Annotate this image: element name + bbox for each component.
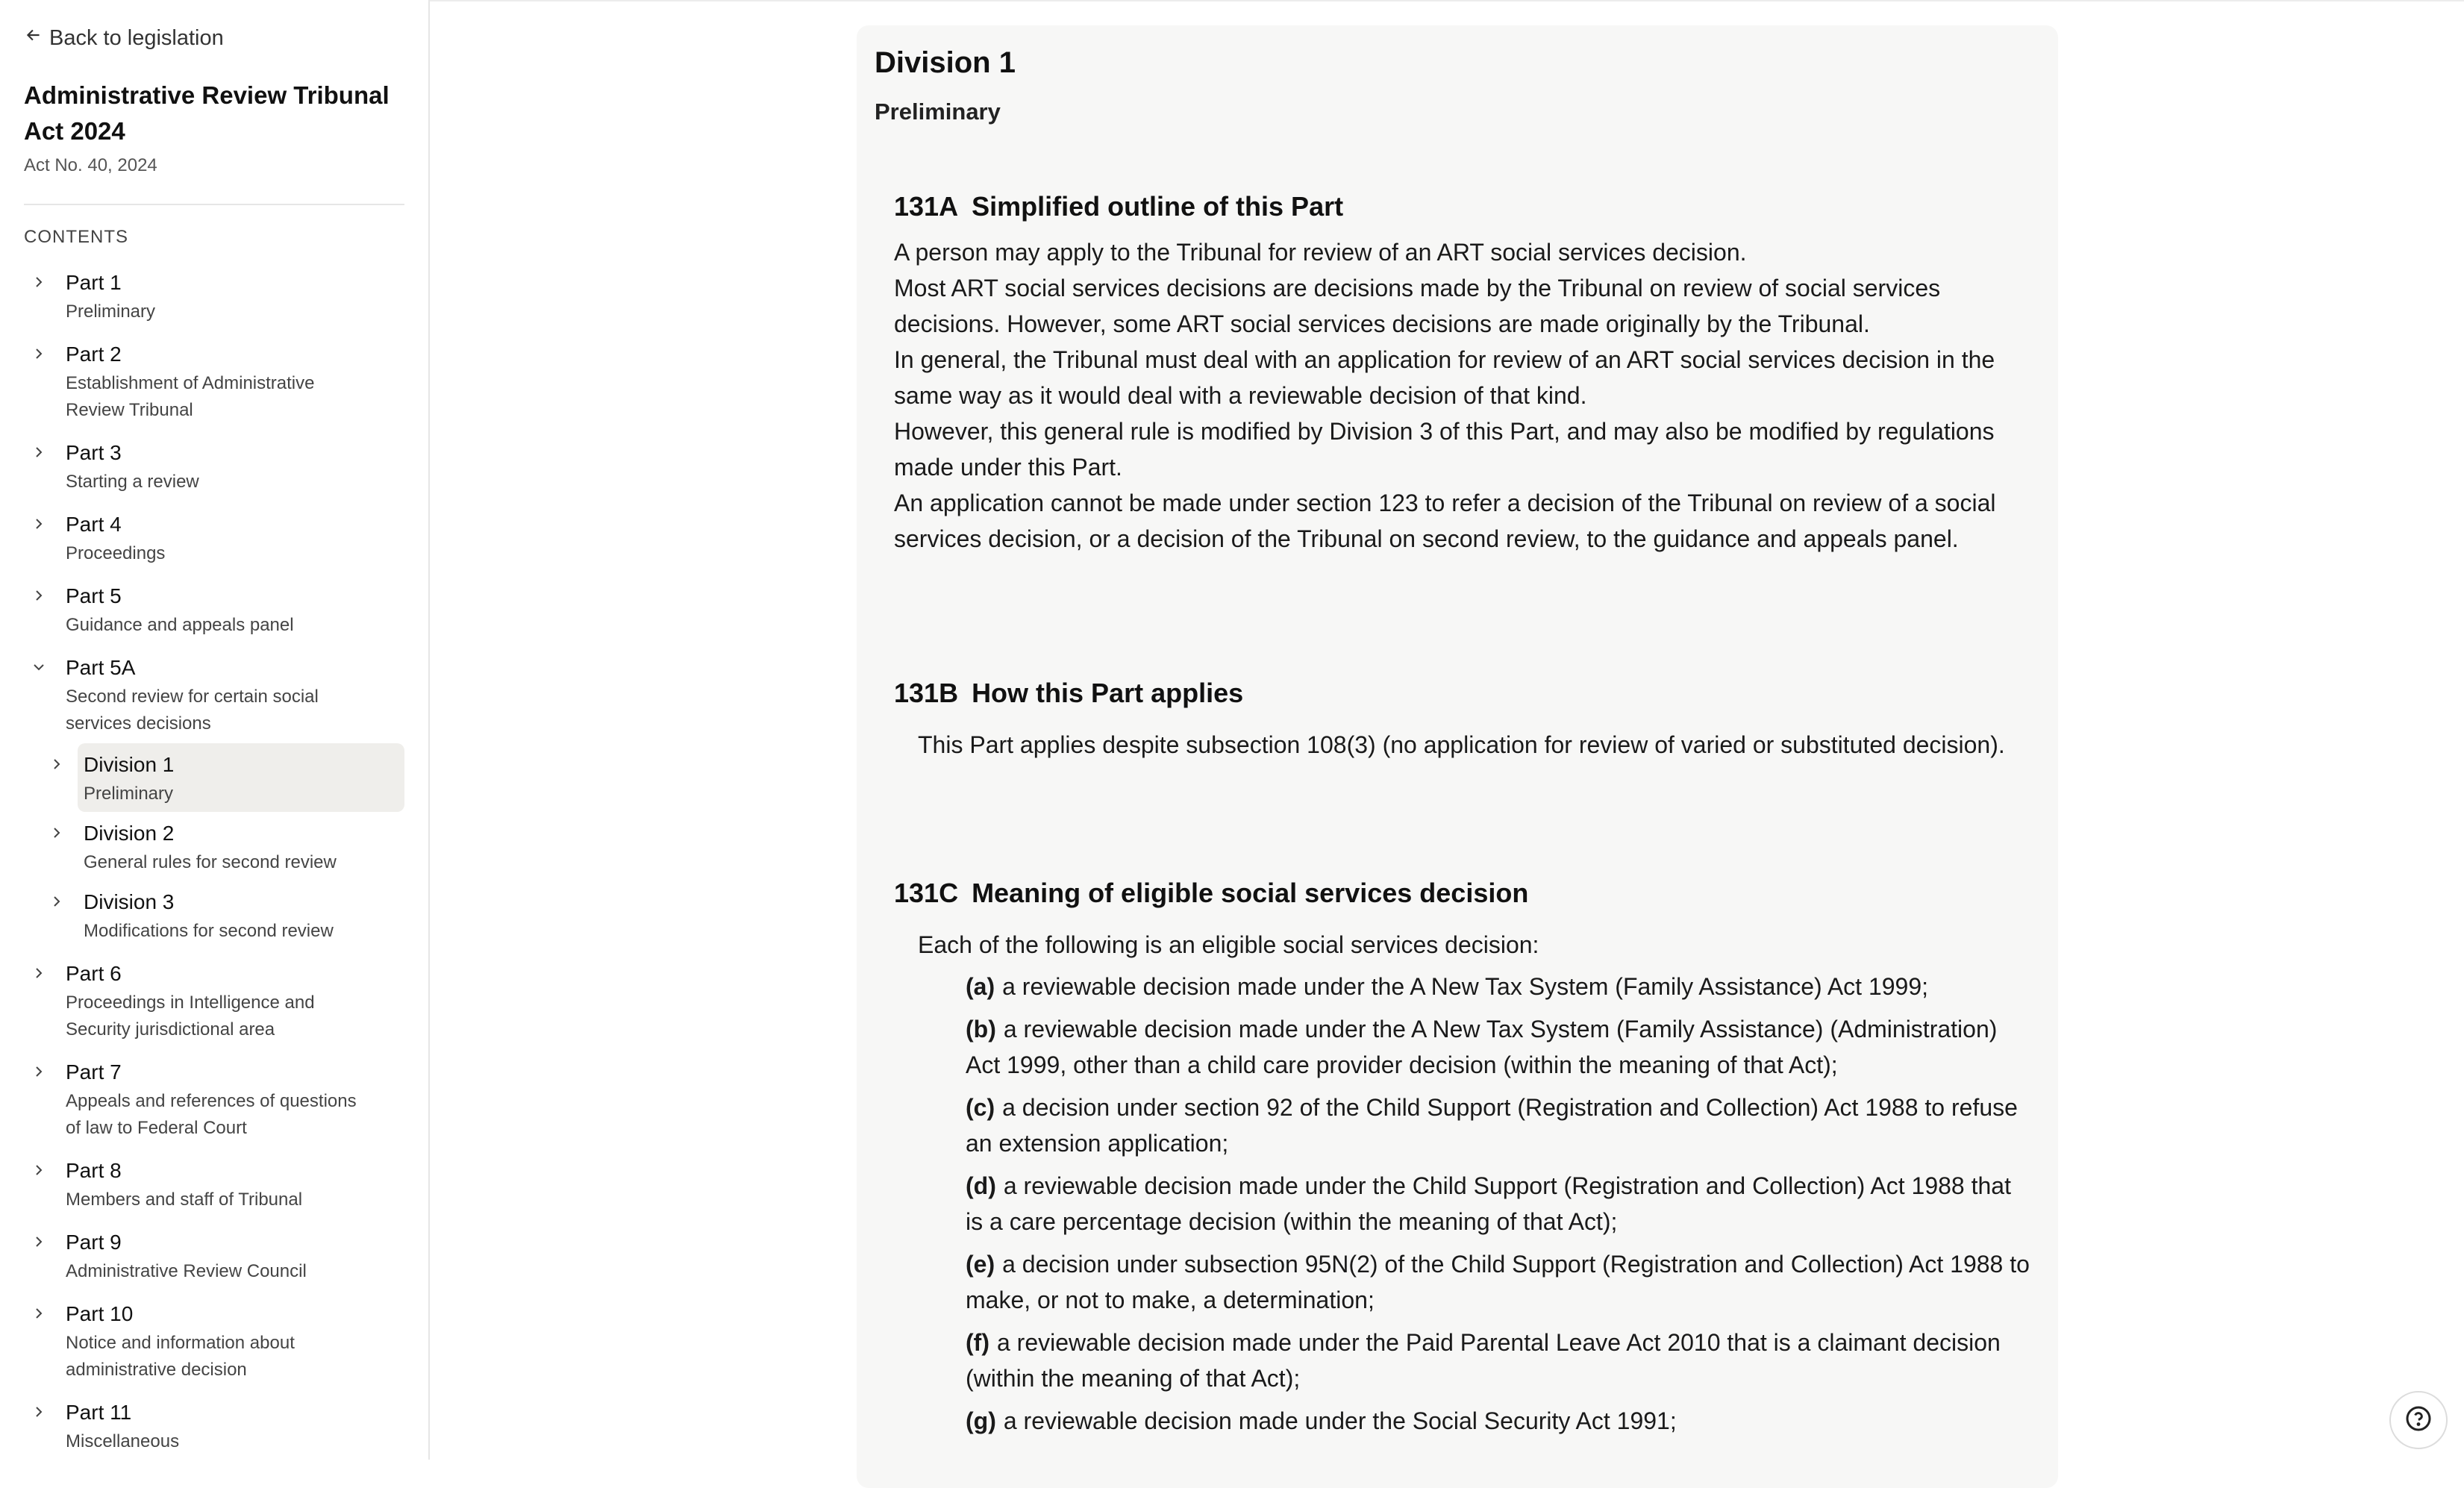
toc-part-3[interactable] — [24, 439, 404, 496]
paragraph: This Part applies despite subsection 108(3) (no application for review of varied or substituted decision). — [918, 731, 2005, 758]
chevron-right-icon[interactable] — [30, 443, 48, 461]
eligible-decisions-list — [966, 969, 2033, 1445]
toc-item-subtitle[interactable]: Administrative Review Council — [66, 1261, 307, 1281]
section-heading-131c — [894, 878, 1528, 909]
list-item — [966, 1403, 2033, 1439]
item-label: (e) — [966, 1251, 995, 1278]
paragraph: In general, the Tribunal must deal with an application for review of an ART social services decision in the same way as it would deal with a reviewable decision of that kind. — [894, 346, 1995, 409]
item-label: (c) — [966, 1094, 995, 1121]
list-item — [966, 969, 2033, 1004]
toc-part-5a[interactable] — [24, 654, 404, 737]
division-title: Division 1 — [875, 46, 1016, 79]
help-button[interactable] — [2389, 1391, 2448, 1449]
document-title: Administrative Review Tribunal Act 2024 — [24, 81, 390, 145]
paragraph: However, this general rule is modified by Division 3 of this Part, and may also be modified by regulations made under this Part. — [894, 418, 1995, 481]
chevron-right-icon[interactable] — [48, 755, 66, 773]
arrow-left-icon — [24, 25, 43, 51]
toc-item-title[interactable]: Division 2 — [84, 822, 175, 845]
item-text: a reviewable decision made under the A New Tax System (Family Assistance) Act 1999; — [1002, 973, 1929, 1000]
toc-item-title[interactable]: Part 9 — [66, 1231, 122, 1254]
paragraph: Each of the following is an eligible social services decision: — [918, 931, 1539, 958]
item-label: (d) — [966, 1172, 996, 1199]
paragraph: A person may apply to the Tribunal for review of an ART social services decision. — [894, 239, 1747, 266]
toc-item-title[interactable]: Part 10 — [66, 1302, 134, 1325]
item-text: a reviewable decision made under the A New Tax System (Family Assistance) (Administration) Act 1999, other than a child care provider decision (within the meaning of that Act); — [966, 1016, 1998, 1078]
item-label: (f) — [966, 1329, 989, 1356]
divider — [24, 204, 404, 205]
toc-item-subtitle[interactable]: Proceedings in Intelligence and Security jurisdictional area — [66, 992, 315, 1040]
section-body-131a — [894, 234, 2028, 557]
chevron-right-icon[interactable] — [30, 1063, 48, 1081]
toc-part-6[interactable] — [24, 960, 404, 1043]
toc-part-9[interactable] — [24, 1228, 404, 1285]
toc-item-subtitle[interactable]: Members and staff of Tribunal — [66, 1190, 303, 1210]
chevron-right-icon[interactable] — [30, 1403, 48, 1421]
chevron-right-icon[interactable] — [30, 515, 48, 533]
toc-item-title[interactable]: Part 2 — [66, 343, 122, 366]
section-title: Simplified outline of this Part — [972, 191, 1344, 222]
section-number: 131C — [894, 878, 959, 908]
toc-division-2[interactable] — [24, 819, 404, 876]
toc-item-title[interactable]: Division 1 — [84, 753, 175, 776]
toc-item-title[interactable]: Part 5A — [66, 656, 136, 679]
chevron-right-icon[interactable] — [30, 273, 48, 291]
toc-item-subtitle[interactable]: Miscellaneous — [66, 1431, 180, 1451]
chevron-right-icon[interactable] — [48, 824, 66, 842]
toc-part-10[interactable] — [24, 1300, 404, 1384]
contents-heading: CONTENTS — [24, 227, 128, 247]
toc-item-title[interactable]: Part 4 — [66, 513, 122, 536]
toc-item-subtitle[interactable]: Establishment of Administrative Review Tribunal — [66, 373, 315, 420]
toc-part-8[interactable] — [24, 1157, 404, 1213]
toc-part-7[interactable] — [24, 1058, 404, 1142]
help-circle-icon — [2405, 1405, 2432, 1436]
toc-item-title[interactable]: Part 1 — [66, 271, 122, 294]
toc-item-subtitle[interactable]: Preliminary — [84, 784, 174, 804]
section-intro-131c — [918, 927, 2030, 963]
toc-part-11[interactable] — [24, 1398, 404, 1455]
toc-item-subtitle[interactable]: Notice and information about administrative decision — [66, 1333, 295, 1380]
list-item — [966, 1011, 2033, 1083]
chevron-right-icon[interactable] — [30, 964, 48, 982]
back-to-legislation-link[interactable] — [24, 25, 224, 51]
toc-item-title[interactable]: Part 8 — [66, 1159, 122, 1182]
toc-item-subtitle[interactable]: Appeals and references of questions of law to Federal Court — [66, 1091, 357, 1138]
section-body-131b — [918, 727, 2030, 763]
list-item — [966, 1325, 2033, 1396]
toc-item-title[interactable]: Part 6 — [66, 962, 122, 985]
back-link-label[interactable]: Back to legislation — [49, 25, 224, 50]
toc-item-title[interactable]: Part 5 — [66, 584, 122, 607]
paragraph: An application cannot be made under section 123 to refer a decision of the Tribunal on review of a social services decision, or a decision of the Tribunal on second review, to the guidance and appeals panel. — [894, 490, 1996, 552]
toc-part-4[interactable] — [24, 510, 404, 567]
toc-part-1[interactable] — [24, 269, 404, 325]
section-heading-131b — [894, 678, 1243, 709]
item-label: (b) — [966, 1016, 996, 1042]
section-title: How this Part applies — [972, 678, 1244, 708]
toc-part-5[interactable] — [24, 582, 404, 639]
toc-item-title[interactable]: Part 7 — [66, 1060, 122, 1084]
sidebar — [0, 0, 430, 1460]
toc-item-subtitle[interactable]: Proceedings — [66, 543, 166, 563]
chevron-down-icon[interactable] — [30, 658, 48, 676]
section-number: 131A — [894, 191, 959, 222]
division-subtitle: Preliminary — [875, 99, 1001, 125]
list-item — [966, 1090, 2033, 1161]
section-title: Meaning of eligible social services decision — [972, 878, 1529, 908]
section-heading-131a — [894, 191, 1343, 222]
toc-part-2[interactable] — [24, 340, 404, 424]
item-text: a decision under section 92 of the Child Support (Registration and Collection) Act 1988 to refuse an extension application; — [966, 1094, 2018, 1157]
toc-item-subtitle[interactable]: Preliminary — [66, 301, 156, 322]
toc-item-subtitle[interactable]: Second review for certain social services decisions — [66, 687, 319, 734]
toc-item-title[interactable]: Division 3 — [84, 890, 175, 913]
toc-item-title[interactable]: Part 3 — [66, 441, 122, 464]
toc-item-subtitle[interactable]: General rules for second review — [84, 852, 337, 872]
toc-division-3[interactable] — [24, 888, 404, 945]
chevron-right-icon[interactable] — [30, 1304, 48, 1322]
paragraph: Most ART social services decisions are decisions made by the Tribunal on review of social services decisions. However, some ART social services decisions are made originally by the Tribunal. — [894, 275, 1941, 337]
chevron-right-icon[interactable] — [30, 1161, 48, 1179]
toc-division-1[interactable] — [24, 751, 404, 807]
act-number: Act No. 40, 2024 — [24, 155, 157, 175]
item-text: a reviewable decision made under the Social Security Act 1991; — [1003, 1407, 1677, 1434]
chevron-right-icon[interactable] — [30, 587, 48, 604]
toc-item-subtitle[interactable]: Modifications for second review — [84, 921, 334, 941]
section-number: 131B — [894, 678, 959, 708]
toc-item-title[interactable]: Part 11 — [66, 1401, 132, 1424]
item-text: a reviewable decision made under the Child Support (Registration and Collection) Act 1988 that is a care percentage decision (within the meaning of that Act); — [966, 1172, 2011, 1235]
list-item — [966, 1168, 2033, 1240]
chevron-right-icon[interactable] — [30, 345, 48, 363]
chevron-right-icon[interactable] — [48, 893, 66, 910]
toc-item-subtitle[interactable]: Guidance and appeals panel — [66, 615, 294, 635]
chevron-right-icon[interactable] — [30, 1233, 48, 1251]
item-label: (a) — [966, 973, 995, 1000]
item-label: (g) — [966, 1407, 996, 1434]
item-text: a reviewable decision made under the Paid Parental Leave Act 2010 that is a claimant decision (within the meaning of that Act); — [966, 1329, 2001, 1392]
list-item — [966, 1246, 2033, 1318]
item-text: a decision under subsection 95N(2) of the Child Support (Registration and Collection) Act 1988 to make, or not to make, a determination; — [966, 1251, 2030, 1313]
toc-item-subtitle[interactable]: Starting a review — [66, 472, 199, 492]
